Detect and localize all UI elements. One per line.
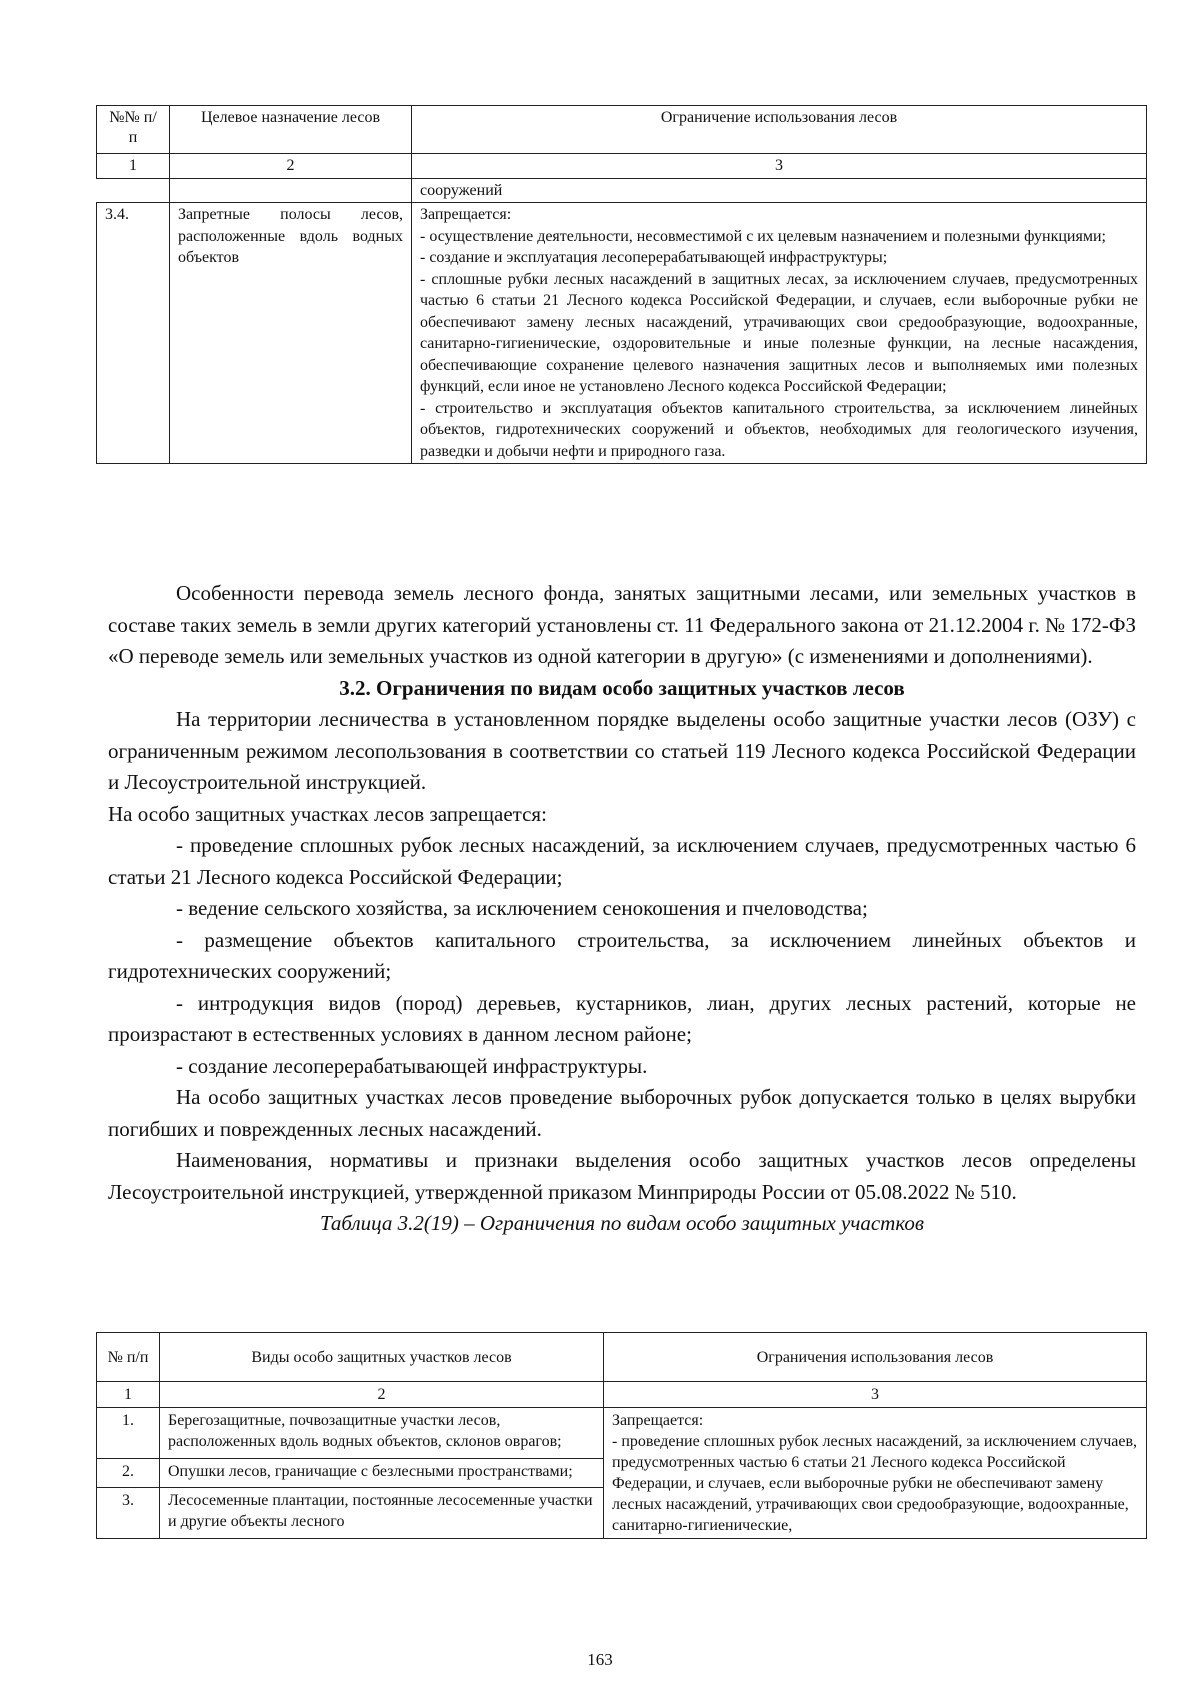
row-num: 2. xyxy=(97,1459,160,1487)
list-item: - размещение объектов капитального строительства, за исключением линейных объектов и гидротехнических сооружений; xyxy=(108,927,1136,983)
list-item: - интродукция видов (пород) деревьев, кустарников, лиан, других лесных растений, которые не произрастают в естественных условиях в данном лесном районе; xyxy=(108,990,1136,1046)
header-kind: Виды особо защитных участков лесов xyxy=(160,1333,604,1382)
column-number-row xyxy=(97,1382,1147,1408)
section-heading: 3.2. Ограничения по видам особо защитных участков лесов xyxy=(339,675,905,700)
header-num: № п/п xyxy=(97,1333,160,1382)
col-num-3: 3 xyxy=(412,154,1147,179)
header-purpose: Целевое назначение лесов xyxy=(170,106,412,154)
limit-line: - сплошные рубки лесных насаждений в защитных лесах, за исключением случаев, предусмотренных частью 6 статьи 21 Лесного кодекса Российской Федерации, и случаев, если выборочные рубки не обеспечивают замену лесных насаждений, утрачивающих свои средообразующие, водоохранные, санитарно-гигиенические, оздоровительные и иные полезные функции, на лесные насаждения, обеспечивающие сохранение целевого назначения защитных лесов и выполняемых ими полезных функций, если иное не установлено Лесного кодекса Российской Федерации; xyxy=(420,270,1138,395)
col-num-3: 3 xyxy=(604,1382,1147,1408)
table-row xyxy=(97,1408,1147,1459)
paragraph: Наименования, нормативы и признаки выделения особо защитных участков лесов определены Лесоустроительной инструкцией, утвержденной приказом Минприроды России от 05.08.2022 № 510. xyxy=(108,1148,1136,1204)
limit-line: - создание и эксплуатация лесоперерабатывающей инфраструктуры; xyxy=(420,249,888,266)
limit-line: Запрещается: xyxy=(612,1412,704,1429)
column-number-row xyxy=(97,154,1147,179)
continuation-cell: сооружений xyxy=(412,178,1147,203)
paragraph: Особенности перевода земель лесного фонда, занятых защитными лесами, или земельных участков в составе таких земель в земли других категорий установлены ст. 11 Федерального закона от 21.12.2004 г. № 172-ФЗ «О переводе земель или земельных участков из одной категории в другую» (с изменениями и дополнениями). xyxy=(108,581,1136,668)
limit-line: - строительство и эксплуатация объектов капитального строительства, за исключением линейных объектов, гидротехнических сооружений и объектов, необходимых для геологического изучения, разведки и добычи нефти и природного газа. xyxy=(420,399,1138,460)
paragraph: На территории лесничества в установленном порядке выделены особо защитные участки лесов (ОЗУ) с ограниченным режимом лесопользования в соответствии со статьей 119 Лесного кодекса Российской Федерации и Лесоустроительной инструкцией. xyxy=(108,707,1136,794)
row-purpose: Запретные полосы лесов, расположенные вдоль водных объектов xyxy=(170,203,412,464)
row-limits xyxy=(412,203,1147,464)
purpose-restrictions-table xyxy=(96,105,1147,464)
list-item: - ведение сельского хозяйства, за исключением сенокошения и пчеловодства; xyxy=(176,896,868,920)
row-num: 1. xyxy=(97,1408,160,1459)
table-header-row xyxy=(97,106,1147,154)
header-limits: Ограничения использования лесов xyxy=(604,1333,1147,1382)
row-kind: Берегозащитные, почвозащитные участки лесов, расположенных вдоль водных объектов, склонов оврагов; xyxy=(160,1408,604,1459)
limit-line: - осуществление деятельности, несовместимой с их целевым назначением и полезными функциями; xyxy=(420,227,1106,245)
continuation-row xyxy=(97,178,1147,203)
col-num-1: 1 xyxy=(97,1382,160,1408)
table-row xyxy=(97,203,1147,464)
limit-line: - проведение сплошных рубок лесных насаждений, за исключением случаев, предусмотренных частью 6 статьи 21 Лесного кодекса Российской Федерации, и случаев, если выборочные рубки не обеспечивают замену лесных насаждений, утрачивающих свои средообразующие, водоохранные, санитарно-гигиенические, xyxy=(612,1433,1138,1534)
page-number: 163 xyxy=(587,1650,613,1669)
row-kind: Опушки лесов, граничащие с безлесными пространствами; xyxy=(160,1459,604,1487)
row-kind: Лесосеменные плантации, постоянные лесосеменные участки и другие объекты лесного xyxy=(160,1487,604,1538)
table-header-row xyxy=(97,1333,1147,1382)
row-num: 3. xyxy=(97,1487,160,1538)
table-caption: Таблица 3.2(19) – Ограничения по видам особо защитных участков xyxy=(320,1211,924,1235)
row-limits xyxy=(604,1408,1147,1539)
col-num-2: 2 xyxy=(170,154,412,179)
col-num-1: 1 xyxy=(97,154,170,179)
limit-line: Запрещается: xyxy=(420,206,512,223)
list-item: - создание лесоперерабатывающей инфраструктуры. xyxy=(176,1053,648,1078)
list-item: - проведение сплошных рубок лесных насаждений, за исключением случаев, предусмотренных частью 6 статьи 21 Лесного кодекса Российской Федерации; xyxy=(108,833,1136,889)
header-limits: Ограничение использования лесов xyxy=(412,106,1147,154)
paragraph: На особо защитных участках лесов проведение выборочных рубок допускается только в целях вырубки погибших и поврежденных лесных насаждений. xyxy=(108,1085,1136,1141)
paragraph: На особо защитных участках лесов запрещается: xyxy=(108,801,547,826)
header-num: №№ п/п xyxy=(97,106,170,154)
col-num-2: 2 xyxy=(160,1382,604,1408)
row-num: 3.4. xyxy=(97,203,170,464)
ozu-restrictions-table xyxy=(96,1332,1147,1539)
body-text xyxy=(108,578,1136,1240)
